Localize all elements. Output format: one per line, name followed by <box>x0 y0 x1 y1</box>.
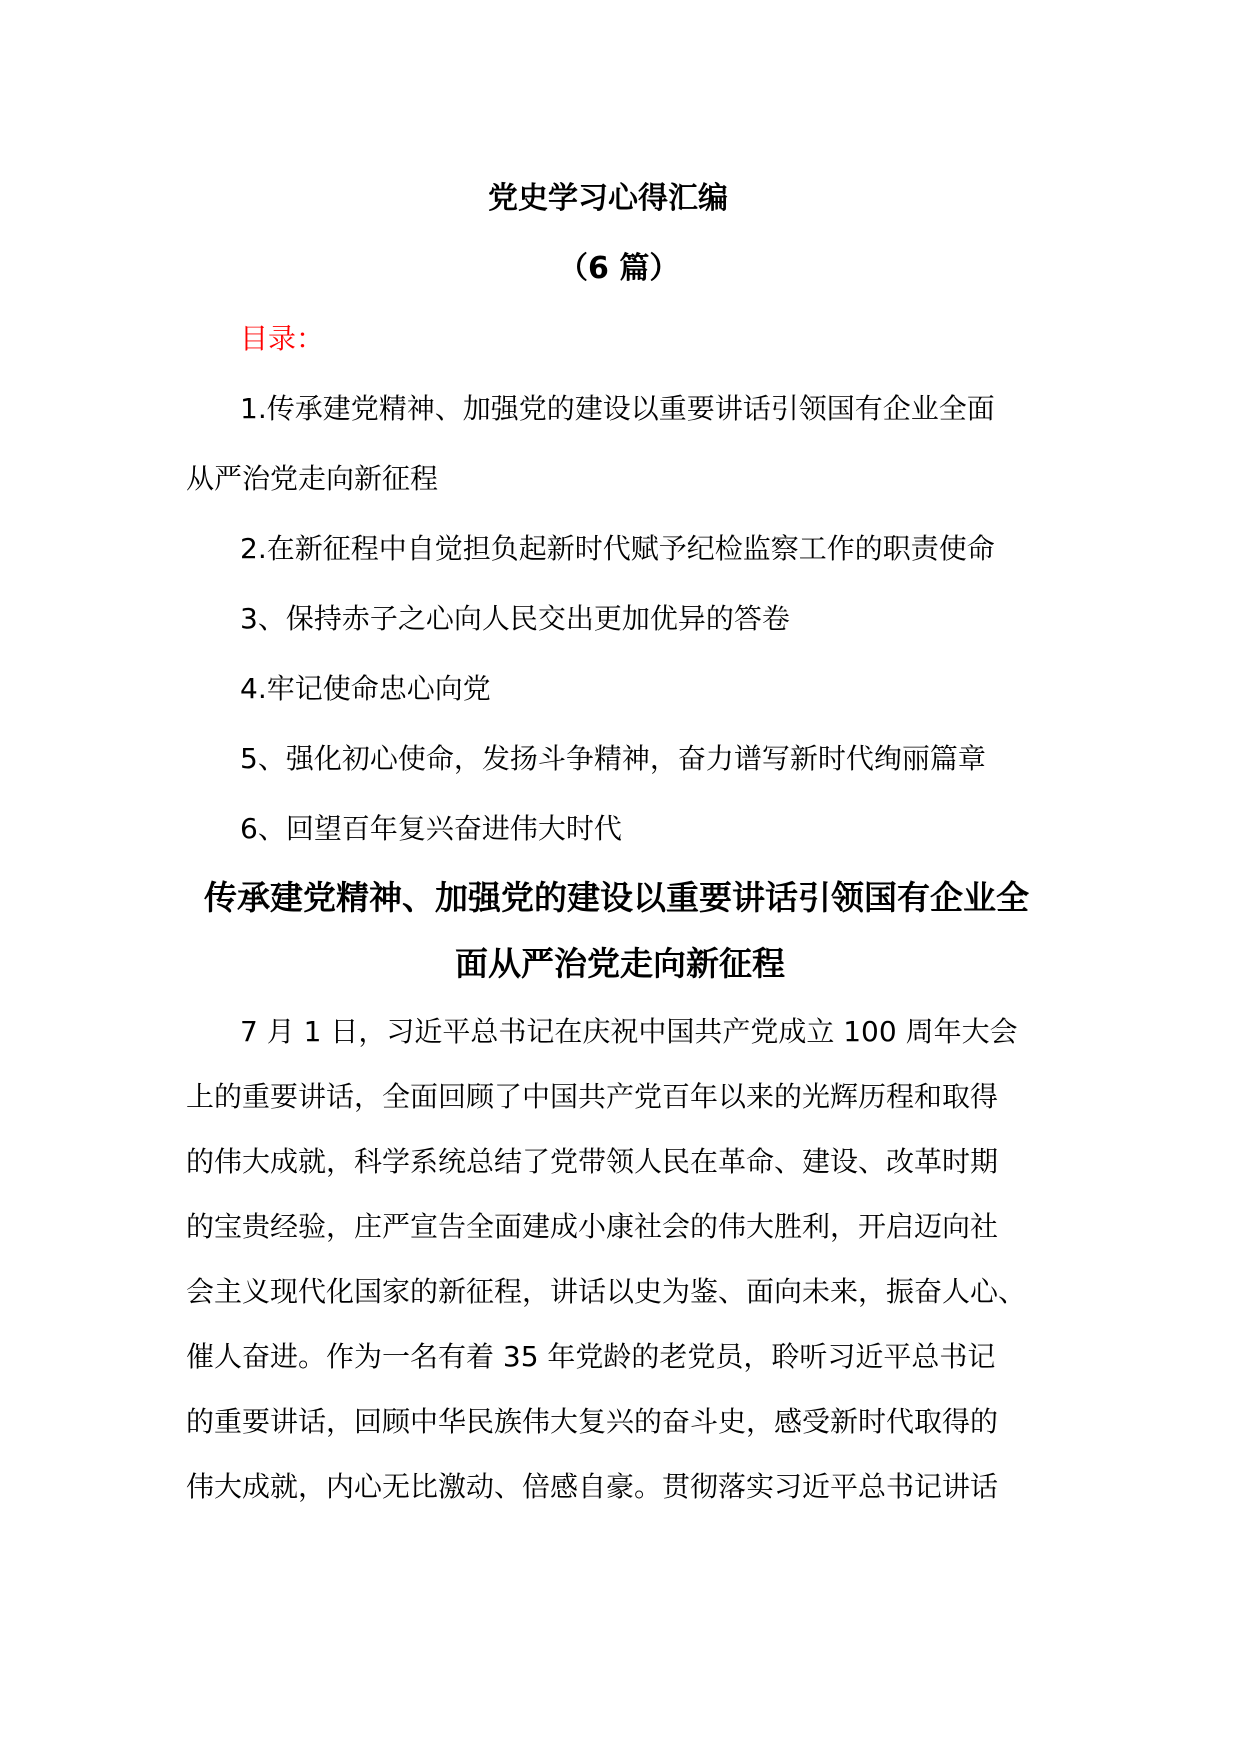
toc-item-1-line-1: 1.传承建党精神、加强党的建设以重要讲话引领国有企业全面 <box>240 392 995 425</box>
body-line-4: 的宝贵经验，庄严宣告全面建成小康社会的伟大胜利，开启迈向社 <box>186 1210 999 1243</box>
body-line-5: 会主义现代化国家的新征程，讲话以史为鉴、面向未来，振奋人心、 <box>186 1275 1027 1308</box>
section-title-line-2: 面从严治党走向新征程 <box>455 944 785 983</box>
toc-item-6: 6、回望百年复兴奋进伟大时代 <box>240 812 622 845</box>
toc-item-1-line-2: 从严治党走向新征程 <box>186 462 439 495</box>
toc-label: 目录： <box>240 322 325 355</box>
body-line-6: 催人奋进。作为一名有着 35 年党龄的老党员，聆听习近平总书记 <box>186 1340 996 1373</box>
body-line-2: 上的重要讲话，全面回顾了中国共产党百年以来的光辉历程和取得 <box>186 1080 999 1113</box>
toc-item-5: 5、强化初心使命，发扬斗争精神，奋力谱写新时代绚丽篇章 <box>240 742 986 775</box>
toc-item-2: 2.在新征程中自觉担负起新时代赋予纪检监察工作的职责使命 <box>240 532 995 565</box>
document-subtitle: （6 篇） <box>558 251 680 286</box>
document-title: 党史学习心得汇编 <box>488 181 728 216</box>
section-title-line-1: 传承建党精神、加强党的建设以重要讲话引领国有企业全 <box>204 878 1029 917</box>
toc-item-3: 3、保持赤子之心向人民交出更加优异的答卷 <box>240 602 790 635</box>
body-line-3: 的伟大成就，科学系统总结了党带领人民在革命、建设、改革时期 <box>186 1145 999 1178</box>
body-line-7: 的重要讲话，回顾中华民族伟大复兴的奋斗史，感受新时代取得的 <box>186 1405 999 1438</box>
body-line-8: 伟大成就，内心无比激动、倍感自豪。贯彻落实习近平总书记讲话 <box>186 1470 999 1503</box>
toc-item-4: 4.牢记使命忠心向党 <box>240 672 491 705</box>
body-line-1: 7 月 1 日，习近平总书记在庆祝中国共产党成立 100 周年大会 <box>240 1015 1018 1048</box>
